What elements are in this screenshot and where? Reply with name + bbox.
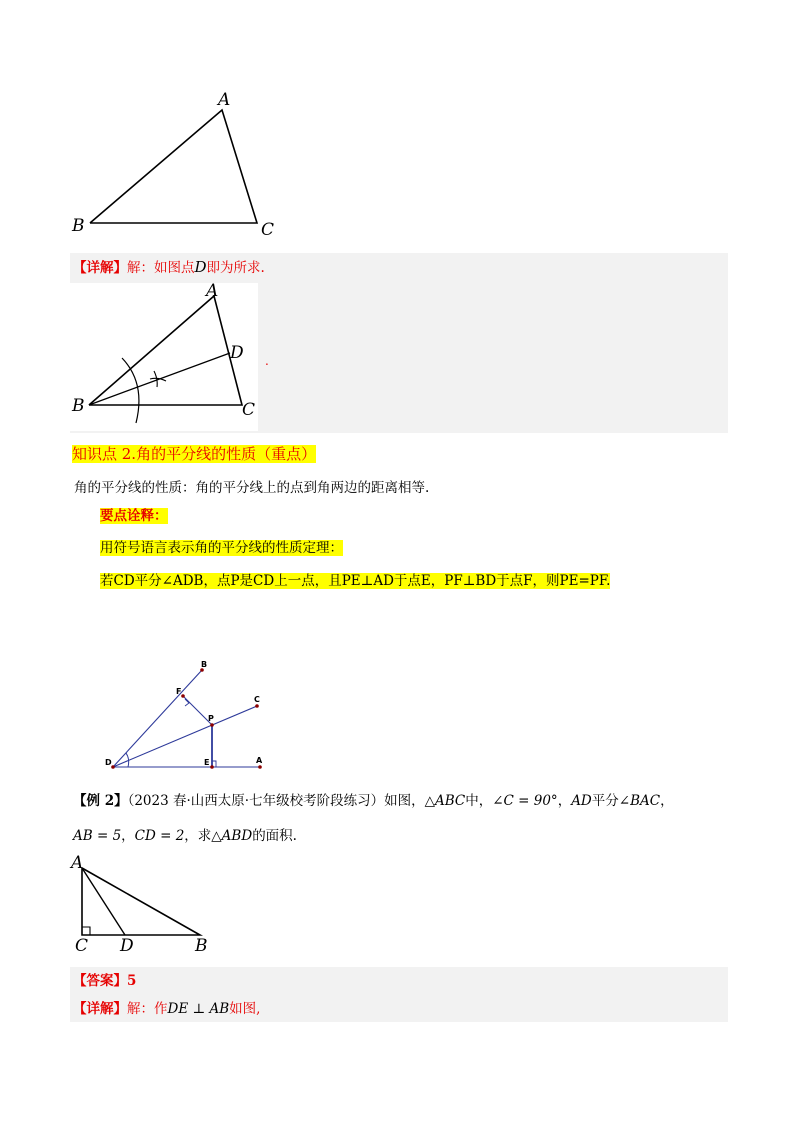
key-points-label-text: 要点诠释：	[100, 508, 168, 524]
angle-c: ∠C = 90°	[492, 793, 558, 809]
detail-2-tag: 【详解】	[73, 1001, 127, 1017]
label-a: A	[256, 756, 263, 765]
label-b: B	[72, 396, 85, 416]
detail-tag: 【详解】	[73, 260, 127, 276]
detail-2-suffix: 如图,	[229, 1001, 261, 1017]
example-text-2: 中，	[465, 793, 493, 809]
angle-bac: ∠BAC	[618, 793, 661, 809]
example-text-1: 如图，	[384, 793, 425, 809]
answer-2-line	[73, 972, 136, 990]
figure-triangle-abc	[60, 85, 320, 245]
example-text-4: 平分	[591, 793, 619, 809]
triangle-abd: △ABD	[211, 828, 253, 844]
example-2-line-2	[73, 827, 297, 845]
example-text-3: ，	[557, 793, 572, 809]
key-points-label	[100, 507, 168, 525]
answer-value: 5	[127, 973, 137, 989]
label-c: C	[242, 400, 256, 420]
example-text-6: ，	[121, 828, 135, 844]
cd-value: CD = 2	[134, 828, 185, 844]
answer-tag: 【答案】	[73, 973, 127, 989]
example-2-line-1	[73, 792, 674, 810]
point-d: D	[194, 258, 207, 276]
answer-1-line	[73, 258, 265, 277]
key-line-1	[100, 539, 343, 557]
figure-bisector-property	[100, 655, 280, 780]
example-source: （2023 春·山西太原·七年级校考阶段练习）	[127, 793, 385, 809]
section-heading-text: 知识点 2.角的平分线的性质（重点）	[72, 445, 317, 463]
label-d: D	[105, 758, 112, 767]
example-text-5: ，	[660, 793, 674, 809]
detail-2-expr: DE ⊥ AB	[167, 1001, 230, 1017]
label-c: C	[261, 220, 275, 240]
example-text-8: 的面积.	[252, 828, 297, 844]
label-b: B	[72, 216, 85, 236]
example-text-7: ，求	[184, 828, 212, 844]
detail-text-suffix: 即为所求.	[206, 260, 265, 276]
detail-text-prefix: 解：如图点	[127, 260, 195, 276]
label-d: D	[120, 936, 134, 955]
section-heading	[72, 444, 316, 464]
figure-2-dot: .	[265, 354, 269, 368]
label-a: A	[218, 90, 231, 110]
ab-value: AB = 5	[73, 828, 122, 844]
label-f: F	[176, 687, 182, 696]
label-b: B	[195, 936, 208, 955]
label-c: C	[75, 936, 89, 955]
example-tag: 【例 2】	[73, 793, 128, 809]
segment-ad: AD	[571, 793, 592, 809]
label-a: A	[71, 853, 84, 873]
definition-text: 角的平分线的性质：角的平分线上的点到角两边的距离相等.	[74, 480, 430, 496]
label-p: P	[208, 714, 214, 723]
key-line-1-text: 用符号语言表示角的平分线的性质定理：	[100, 540, 343, 556]
key-line-2	[100, 572, 610, 590]
label-e: E	[204, 758, 210, 767]
label-c: C	[254, 695, 260, 704]
detail-2-line	[73, 1000, 260, 1018]
key-line-2-text: 若CD平分∠ADB，点P是CD上一点，且PE⊥AD于点E，PF⊥BD于点F，则PE=PF.	[100, 573, 611, 589]
detail-2-prefix: 解：作	[127, 1001, 168, 1017]
label-a: A	[206, 283, 219, 301]
triangle-abc: △ABC	[424, 793, 466, 809]
figure-bisector-construction	[70, 283, 260, 433]
label-b: B	[201, 660, 208, 669]
label-d: D	[230, 343, 244, 363]
figure-right-triangle	[65, 850, 225, 955]
